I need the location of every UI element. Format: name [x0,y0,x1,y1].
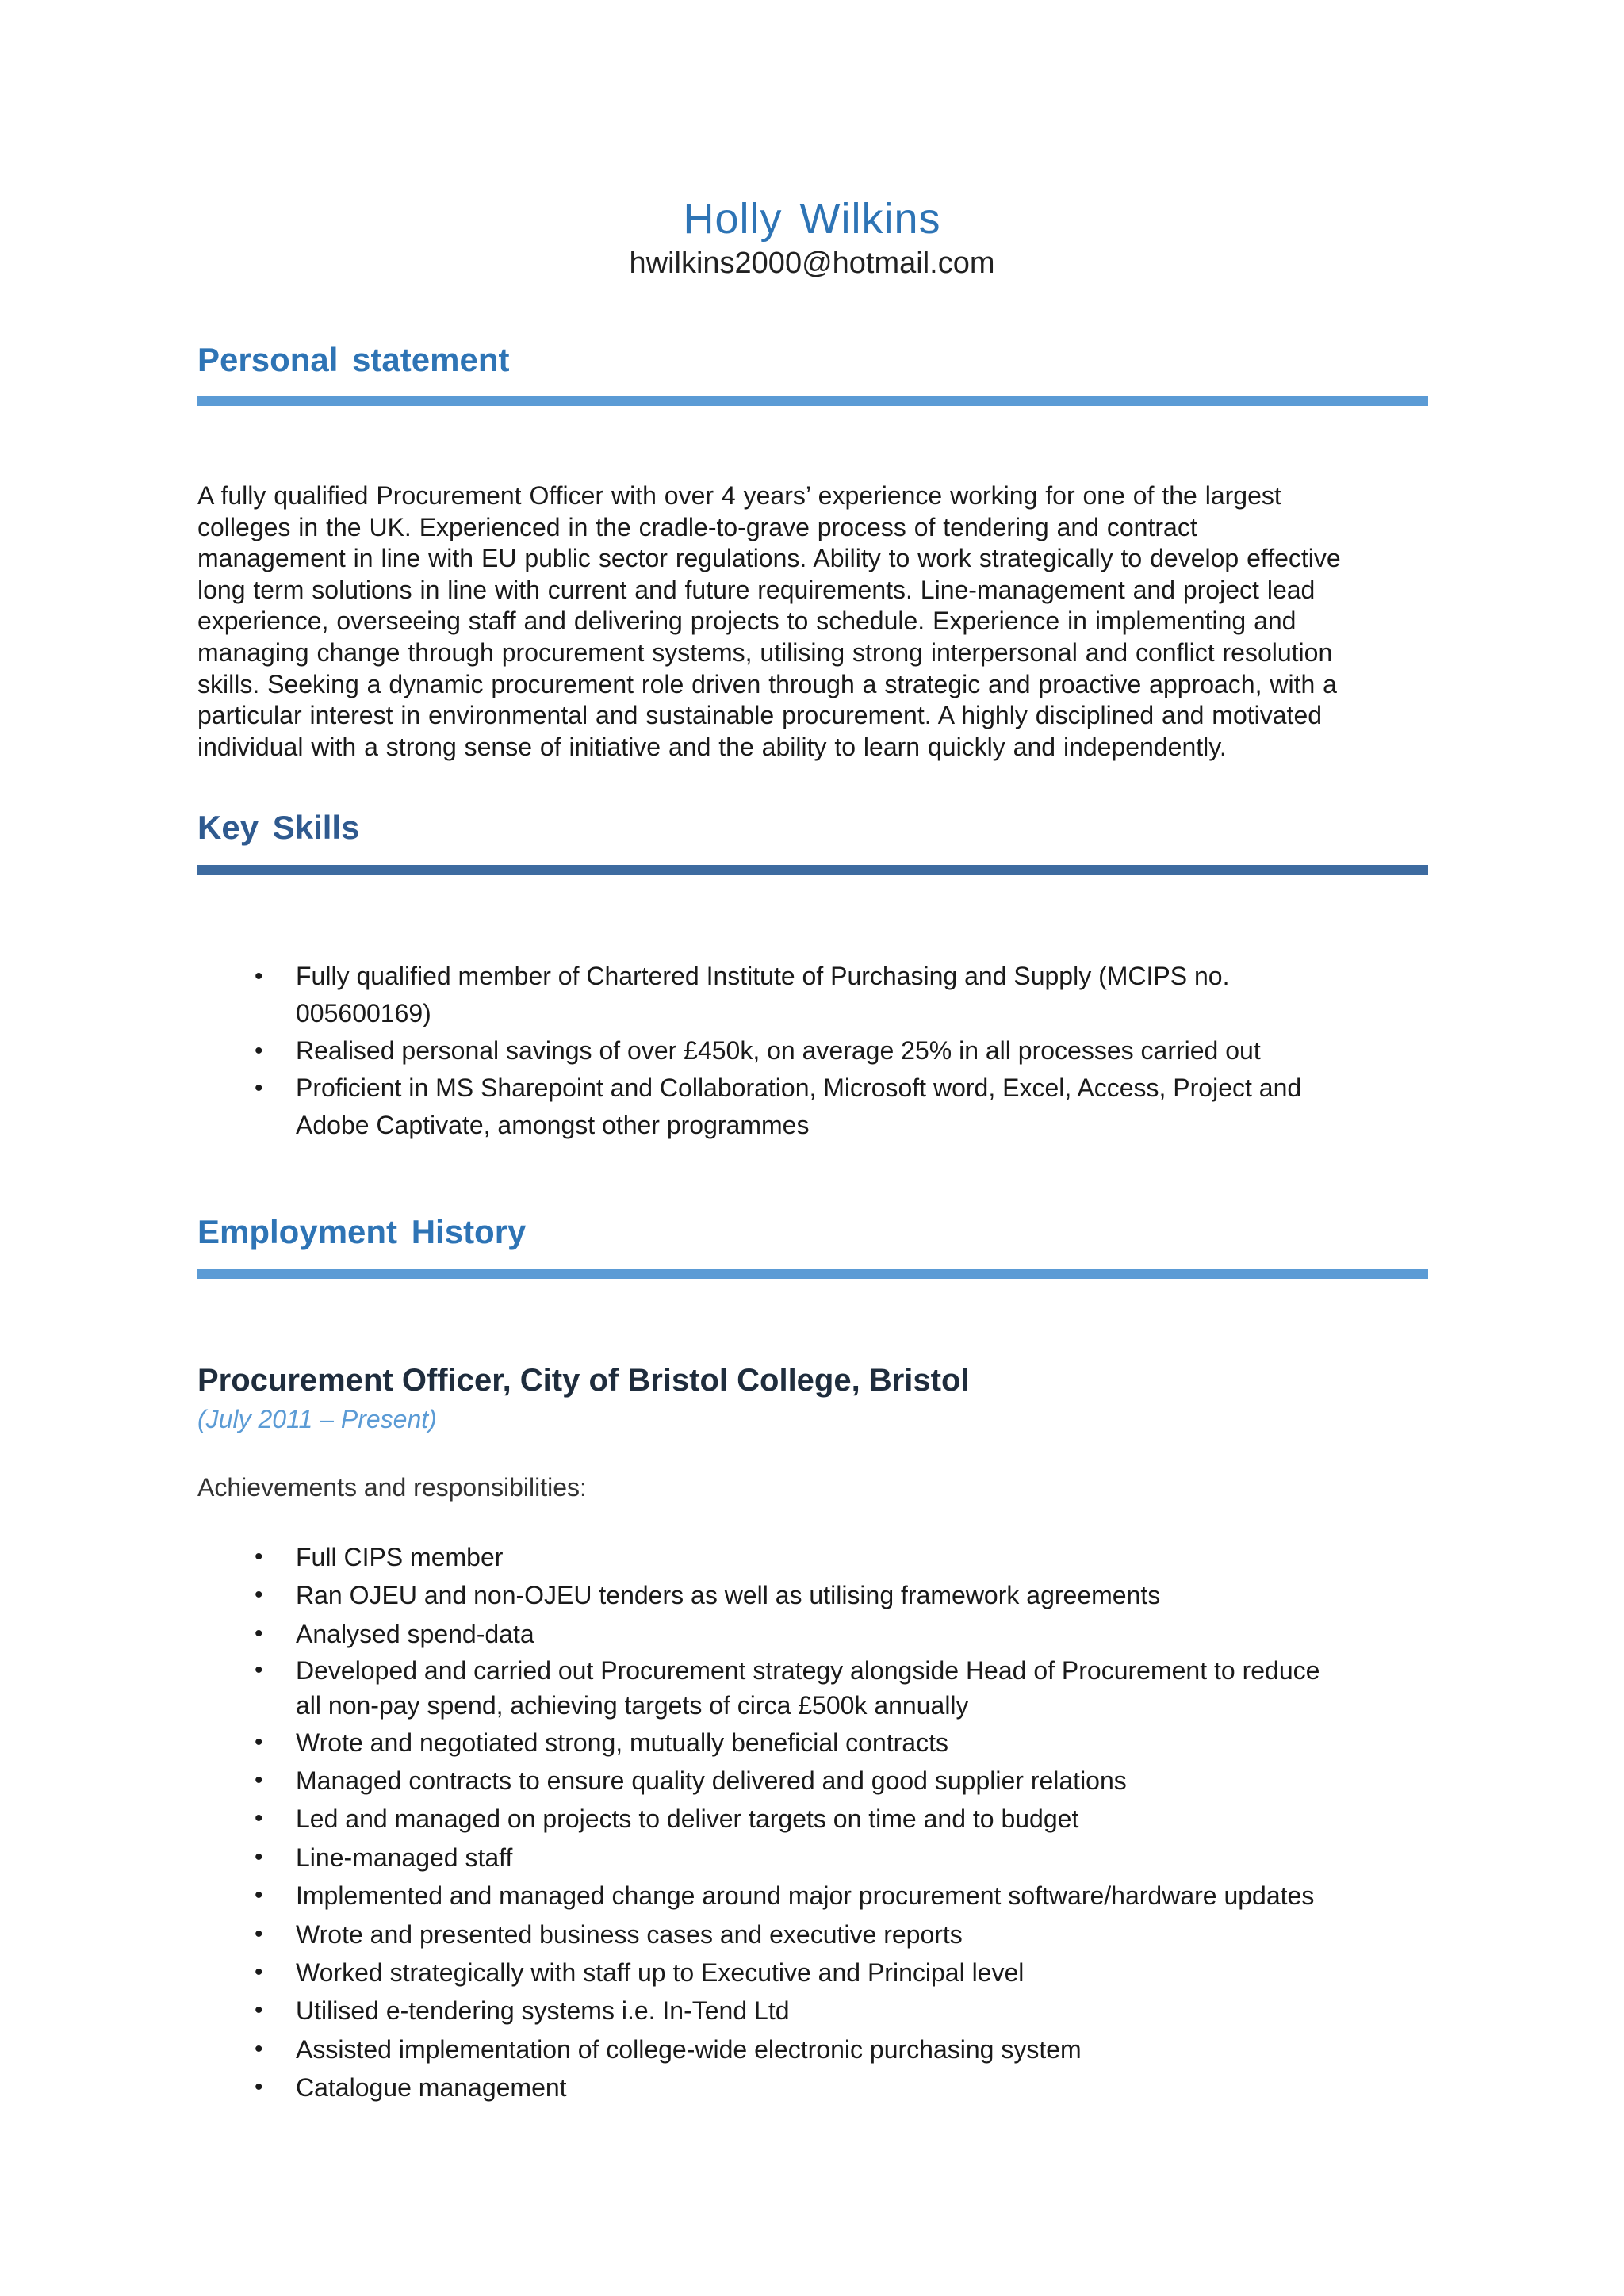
list-item-text: Assisted implementation of college-wide electronic purchasing system [296,2034,1082,2064]
list-item-text: Worked strategically with staff up to Executive and Principal level [296,1957,1025,1987]
bullet-icon: • [255,963,263,989]
list-item [197,2030,1434,2068]
bullet-icon: • [255,1582,263,1609]
job-responsibilities-list [197,1538,1434,2107]
list-item-text: Proficient in MS Sharepoint and Collaboration, Microsoft word, Excel, Access, Project and [296,1073,1302,1102]
candidate-email: hwilkins2000@hotmail.com [629,247,995,280]
bullet-icon: • [255,1766,263,1793]
section-divider [197,865,1428,875]
section-divider [197,1269,1428,1279]
job-dates: (July 2011 – Present) [197,1405,437,1433]
section-divider [197,396,1428,406]
bullet-icon: • [255,1657,263,1684]
job-title: Procurement Officer, City of Bristol College, Bristol [197,1363,970,1398]
list-item [197,1538,1434,1576]
list-item [197,1615,1434,1653]
list-item-text: Line-managed staff [296,1843,513,1872]
bullet-icon: • [255,1843,263,1870]
statement-line: A fully qualified Procurement Officer with over 4 years’ experience working for one of the largest [197,481,1281,510]
key-skills-list [197,958,1434,1144]
bullet-icon: • [255,1958,263,1985]
list-item-text: Analysed spend-data [296,1619,534,1648]
list-item-text: 005600169) [296,999,431,1027]
list-item [197,1800,1434,1838]
list-item-text: Implemented and managed change around major procurement software/hardware updates [296,1881,1315,1911]
statement-line: particular interest in environmental and sustainable procurement. A highly disciplined and motivated [197,701,1323,730]
section-title-employment-history: Employment History [197,1213,527,1250]
list-item-text: Ran OJEU and non-OJEU tenders as well as utilising framework agreements [296,1581,1161,1610]
list-item [197,1992,1434,2030]
personal-statement-text [197,480,1434,763]
bullet-icon: • [255,1075,263,1101]
bullet-icon: • [255,1620,263,1647]
statement-line: managing change through procurement systems, utilising strong interpersonal and conflict resolution [197,637,1333,667]
list-item-text: Catalogue management [296,2073,567,2103]
statement-line: long term solutions in line with current and future requirements. Line-management and project lead [197,575,1316,604]
list-item-text: Full CIPS member [296,1543,504,1571]
list-item [197,1954,1434,1992]
bullet-icon: • [255,1544,263,1570]
bullet-icon: • [255,2035,263,2062]
bullet-icon: • [255,1038,263,1064]
list-item-text: all non-pay spend, achieving targets of circa £500k annually [296,1691,969,1720]
bullet-icon: • [255,1728,263,1755]
list-item-text: Realised personal savings of over £450k, on average 25% in all processes carried out [296,1036,1261,1065]
list-item [197,1070,1434,1144]
statement-line: skills. Seeking a dynamic procurement role driven through a strategic and proactive approach, with a [197,669,1337,698]
list-item [197,2068,1434,2107]
list-item-text: Managed contracts to ensure quality delivered and good supplier relations [296,1766,1127,1795]
list-item-text: Wrote and presented business cases and executive reports [296,1919,963,1949]
achievements-label: Achievements and responsibilities: [197,1473,587,1502]
list-item-text: Utilised e-tendering systems i.e. In-Tend Ltd [296,1996,790,2026]
bullet-icon: • [255,1997,263,2024]
bullet-icon: • [255,2074,263,2101]
list-item [197,1915,1434,1954]
list-item-text: Developed and carried out Procurement strategy alongside Head of Procurement to reduce [296,1656,1320,1686]
bullet-icon: • [255,1805,263,1832]
list-item-text: Wrote and negotiated strong, mutually beneficial contracts [296,1728,948,1757]
statement-line: individual with a strong sense of initiative and the ability to learn quickly and independently. [197,732,1227,761]
list-item-text: Led and managed on projects to deliver targets on time and to budget [296,1804,1079,1834]
statement-line: colleges in the UK. Experienced in the cradle-to-grave process of tendering and contract [197,512,1197,541]
statement-line: management in line with EU public sector regulations. Ability to work strategically to develop effective [197,544,1341,573]
bullet-icon: • [255,1920,263,1947]
statement-line: experience, overseeing staff and delivering projects to schedule. Experience in implementing and [197,607,1297,636]
list-item [197,958,1434,1032]
list-item [197,1839,1434,1877]
list-item-text: Adobe Captivate, amongst other programmes [296,1111,810,1139]
list-item-text: Fully qualified member of Chartered Institute of Purchasing and Supply (MCIPS no. [296,962,1230,990]
candidate-name: Holly Wilkins [683,195,941,243]
section-title-personal-statement: Personal statement [197,341,510,378]
bullet-icon: • [255,1882,263,1909]
list-item [197,1653,1434,1723]
list-item [197,1032,1434,1070]
list-item [197,1576,1434,1614]
list-item [197,1762,1434,1800]
section-title-key-skills: Key Skills [197,809,360,846]
list-item [197,1877,1434,1915]
list-item [197,1724,1434,1762]
